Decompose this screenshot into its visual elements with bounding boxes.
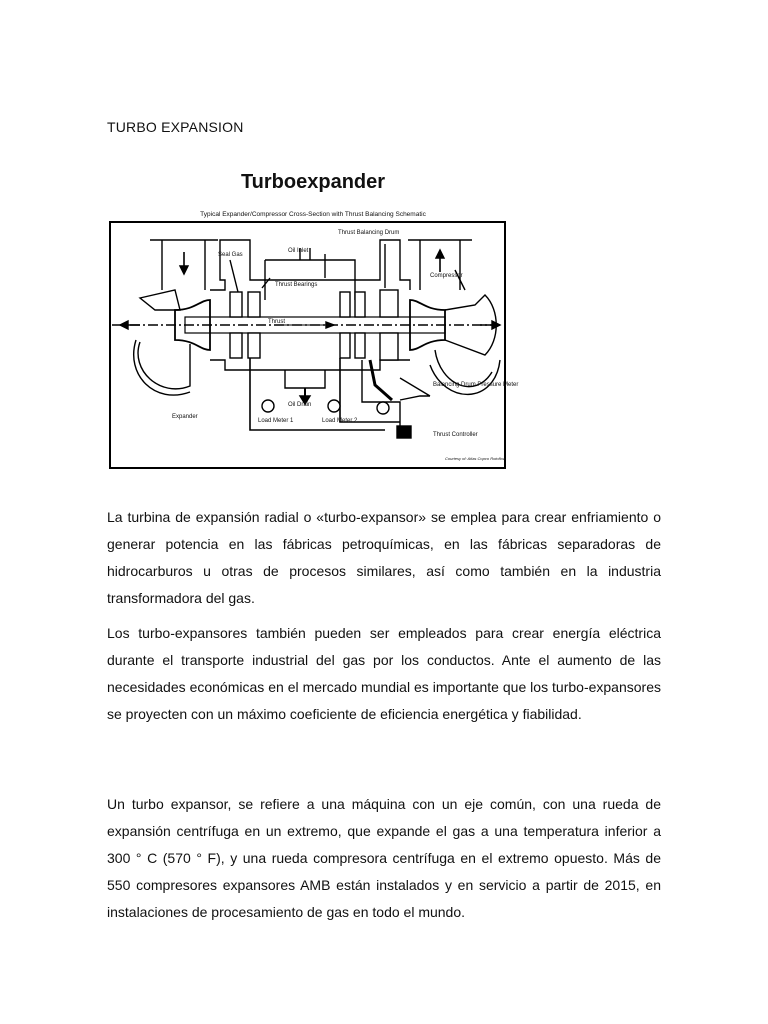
label-oil-inlet: Oil Inlet bbox=[288, 248, 309, 254]
label-thrust: Thrust bbox=[268, 319, 286, 325]
label-thrust-bearings: Thrust Bearings bbox=[275, 282, 318, 288]
paragraph-3 bbox=[107, 791, 661, 926]
document-heading: TURBO EXPANSION bbox=[107, 119, 244, 135]
label-compressor: Compressor bbox=[430, 273, 463, 279]
label-oil-drain: Oil Drain bbox=[288, 402, 312, 408]
label-load-meter-1: Load Meter 1 bbox=[258, 418, 294, 424]
label-credit: Courtesy of: Atlas Copco Rotoflow bbox=[445, 456, 506, 461]
paragraph-2-text: Los turbo-expansores también pueden ser empleados para crear energía eléctrica durante el transporte industrial del gas por los conductos. Ante el aumento de las necesidades económicas en el mercado mundial es importante que los turbo-expansores se proyecten con un máximo coeficiente de eficiencia energética y fiabilidad. bbox=[107, 625, 661, 722]
label-balancing-drum-pressure-meter: Balancing Drum Pressure Meter bbox=[433, 382, 519, 388]
label-thrust-controller: Thrust Controller bbox=[433, 432, 478, 438]
diagram-title: Turboexpander bbox=[240, 171, 386, 193]
paragraph-1-text: La turbina de expansión radial o «turbo-expansor» se emplea para crear enfriamiento o generar potencia en las fábricas petroquímicas, en las fábricas separadoras de hidrocarburos u otras de procesos similares, así como también en la industria transformadora del gas. bbox=[107, 509, 661, 606]
label-expander: Expander bbox=[172, 414, 198, 420]
paragraph-2 bbox=[107, 620, 661, 728]
label-load-meter-2: Load Meter 2 bbox=[322, 418, 358, 424]
turboexpander-diagram bbox=[100, 160, 675, 480]
label-seal-gas: Seal Gas bbox=[218, 252, 243, 258]
paragraph-3-text: Un turbo expansor, se refiere a una máquina con un eje común, con una rueda de expansión centrífuga en un extremo, que expande el gas a una temperatura inferior a 300 ° C (570 ° F), y una rueda compresora centrífuga en el extremo opuesto. Más de 550 compresores expansores AMB están instalados y en servicio a partir de 2015, en instalaciones de procesamiento de gas en todo el mundo. bbox=[107, 796, 661, 920]
diagram-subtitle: Typical Expander/Compressor Cross-Section with Thrust Balancing Schematic bbox=[200, 211, 426, 218]
label-thrust-balancing-drum: Thrust Balancing Drum bbox=[338, 230, 400, 236]
paragraph-1 bbox=[107, 504, 661, 612]
